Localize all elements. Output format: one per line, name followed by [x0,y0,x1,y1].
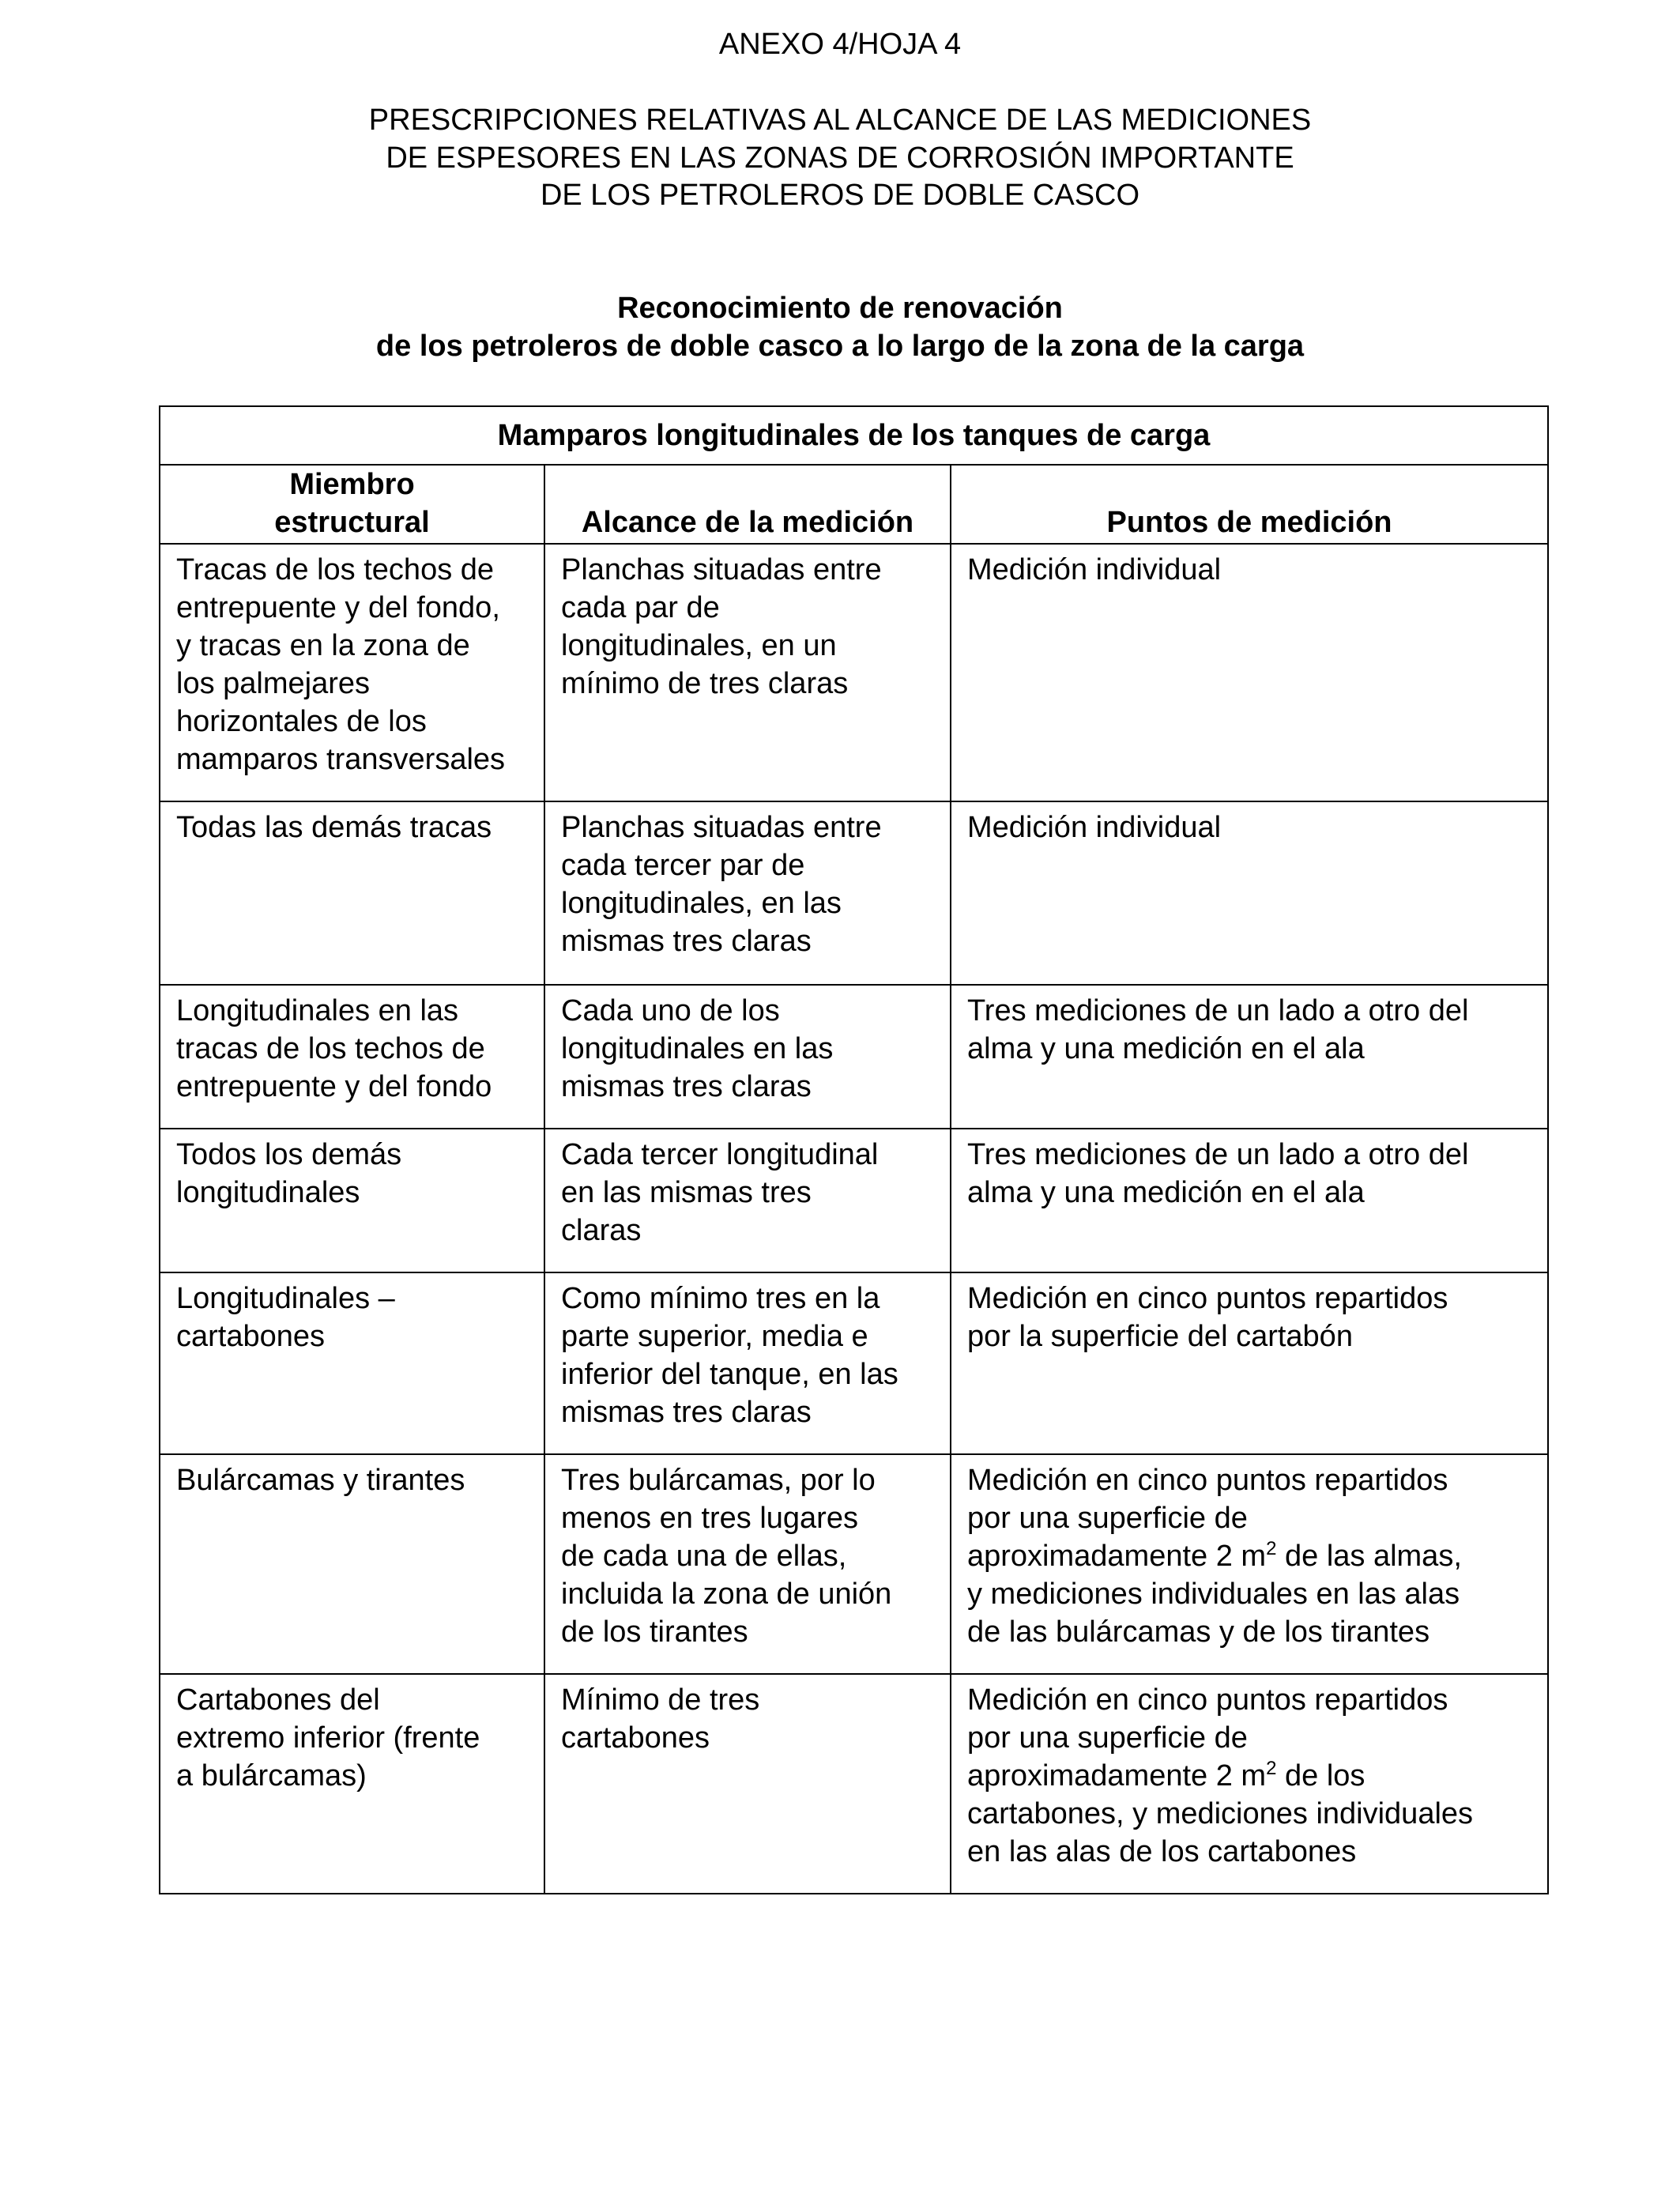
cell-text-line: Mínimo de tres [561,1683,760,1717]
extent-cell [544,1674,951,1894]
extent-cell [544,1454,951,1674]
extent-cell [544,1272,951,1454]
cell-text-line: Cada tercer longitudinal [561,1138,879,1171]
cell-text-line: Tracas de los techos de [176,553,495,586]
cell-text-line: Tres mediciones de un lado a otro del [967,1138,1469,1171]
cell-text-line: cada tercer par de [561,849,805,882]
cell-text-line: Cada uno de los [561,994,780,1027]
cell-text-line: en las alas de los cartabones [967,1835,1357,1868]
cell-text-line: entrepuente y del fondo [176,1070,492,1103]
cell-text-line: y mediciones individuales en las alas [967,1578,1460,1611]
table-row [160,801,1548,985]
cell-text-line: de las bulárcamas y de los tirantes [967,1615,1430,1649]
points-area-line: aproximadamente 2 $m^2$ de los [967,1758,1365,1793]
cell-text-line: y tracas en la zona de [176,629,470,662]
column-header-member-line-1: Miembro [289,468,415,501]
cell-text-line: Medición individual [967,553,1222,586]
extent-cell [544,544,951,801]
cell-text-line: Todas las demás tracas [176,811,492,844]
table-row [160,985,1548,1129]
column-header-points: Puntos de medición [951,465,1548,544]
table-row [160,1454,1548,1674]
extent-cell [544,801,951,985]
cell-text-line: menos en tres lugares [561,1502,858,1535]
points-cell [951,1129,1548,1272]
cell-text-line: inferior del tanque, en las [561,1358,898,1391]
cell-text-line: parte superior, media e [561,1320,868,1353]
table-caption: Mamparos longitudinales de los tanques de carga [160,406,1548,465]
cell-text-line: cada par de [561,591,720,624]
cell-text-line: alma y una medición en el ala [967,1032,1365,1065]
column-header-extent: Alcance de la medición [544,465,951,544]
points-pre-lines [967,1461,1547,1537]
cell-text-line: incluida la zona de unión [561,1578,892,1611]
cell-text-line: mismas tres claras [561,925,812,958]
cell-text-line: por la superficie del cartabón [967,1320,1353,1353]
extent-cell [544,985,951,1129]
points-cell [951,1674,1548,1894]
measurement-table [159,405,1549,1894]
member-cell [160,1272,544,1454]
cell-text-line: por una superficie de [967,1721,1248,1755]
cell-text-line: tracas de los techos de [176,1032,485,1065]
cell-text-line: longitudinales [176,1176,360,1209]
cell-text-line: Tres bulárcamas, por lo [561,1464,876,1497]
cell-text-line: horizontales de los [176,705,427,738]
cell-text-line: extremo inferior (frente [176,1721,480,1755]
cell-text-line: Planchas situadas entre [561,553,882,586]
points-cell [951,544,1548,801]
cell-text-line: longitudinales, en las [561,887,842,920]
cell-text-line: cartabones [561,1721,710,1755]
cell-text-line: claras [561,1214,642,1247]
cell-text-line: mismas tres claras [561,1070,812,1103]
table-row [160,1272,1548,1454]
document-title-line-1: PRESCRIPCIONES RELATIVAS AL ALCANCE DE LAS MEDICIONES [368,104,1312,137]
section-subtitle-line-1: Reconocimiento de renovación [617,292,1063,325]
extent-cell [544,1129,951,1272]
cell-text-line: de los tirantes [561,1615,748,1649]
cell-text-line: Medición en cinco puntos repartidos [967,1282,1448,1315]
cell-text-line: mamparos transversales [176,743,506,776]
cell-text-line: en las mismas tres [561,1176,812,1209]
cell-text-line: de cada una de ellas, [561,1540,847,1573]
cell-text-line: por una superficie de [967,1502,1248,1535]
points-post-lines [967,1575,1547,1651]
points-pre-lines [967,1681,1547,1757]
cell-text-line: cartabones [176,1320,326,1353]
cell-text-line: Longitudinales en las [176,994,459,1027]
cell-text-line: Planchas situadas entre [561,811,882,844]
cell-text-line: Como mínimo tres en la [561,1282,880,1315]
cell-text-line: Bulárcamas y tirantes [176,1464,465,1497]
points-cell [951,801,1548,985]
cell-text-line: a bulárcamas) [176,1759,367,1793]
member-cell [160,544,544,801]
cell-text-line: alma y una medición en el ala [967,1176,1365,1209]
cell-text-line: Medición en cinco puntos repartidos [967,1464,1448,1497]
points-post-lines [967,1795,1547,1871]
member-cell [160,1129,544,1272]
cell-text-line: cartabones, y mediciones individuales [967,1797,1474,1830]
column-header-member-line-2: estructural [274,506,430,539]
document-title-line-3: DE LOS PETROLEROS DE DOBLE CASCO [540,179,1140,212]
cell-text-line: longitudinales en las [561,1032,834,1065]
points-cell [951,1454,1548,1674]
cell-text-line: mínimo de tres claras [561,667,849,700]
points-cell [951,1272,1548,1454]
cell-text-line: entrepuente y del fondo, [176,591,500,624]
member-cell [160,985,544,1129]
superscript-2: 2 [1266,1758,1277,1779]
points-area-line: aproximadamente 2 $m^2$ de las almas, [967,1538,1462,1573]
section-subtitle-line-2: de los petroleros de doble casco a lo largo de la zona de la carga [375,330,1305,363]
cell-text-line: Tres mediciones de un lado a otro del [967,994,1469,1027]
cell-text-line: Longitudinales – [176,1282,395,1315]
annex-label: ANEXO 4/HOJA 4 [718,28,962,61]
table-row [160,544,1548,801]
points-cell [951,985,1548,1129]
cell-text-line: Todos los demás [176,1138,402,1171]
superscript-2: 2 [1266,1538,1277,1559]
document-title-line-2: DE ESPESORES EN LAS ZONAS DE CORROSIÓN IMPORTANTE [386,141,1294,175]
member-cell [160,801,544,985]
cell-text-line: longitudinales, en un [561,629,837,662]
cell-text-line: Medición en cinco puntos repartidos [967,1683,1448,1717]
member-cell [160,1674,544,1894]
member-cell [160,1454,544,1674]
table-row [160,1129,1548,1272]
cell-text-line: mismas tres claras [561,1396,812,1429]
cell-text-line: los palmejares [176,667,370,700]
column-header-member [160,465,544,544]
cell-text-line: Medición individual [967,811,1222,844]
table-row [160,1674,1548,1894]
cell-text-line: Cartabones del [176,1683,380,1717]
